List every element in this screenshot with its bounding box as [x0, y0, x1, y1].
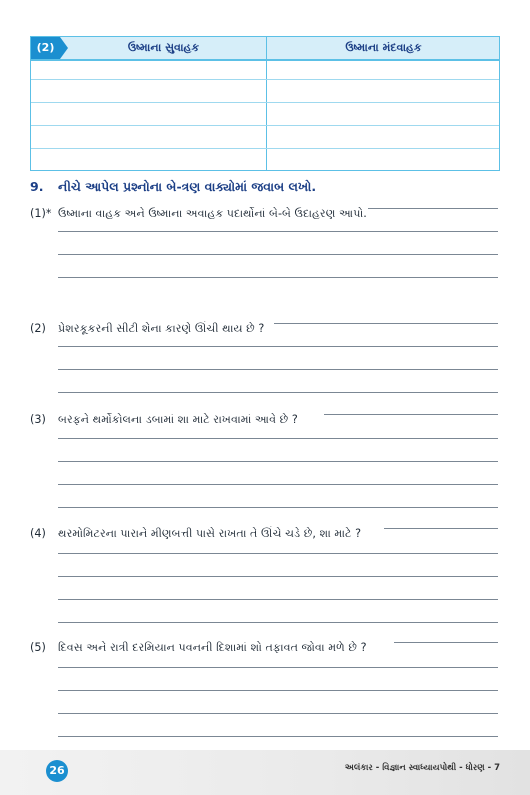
answer-line: [58, 461, 498, 462]
question-text: થરમોમિટરના પારાને મીણબત્તી પાસે રાખતા તે ઊંચે ચડે છે, શા માટે ?: [58, 527, 362, 540]
answer-line: [58, 553, 498, 554]
answer-line: [58, 484, 498, 485]
answer-lead-line: [384, 528, 498, 529]
question-number: (2): [30, 322, 46, 335]
answer-line: [58, 254, 498, 255]
answer-line: [58, 667, 498, 668]
answer-line: [58, 690, 498, 691]
answer-line: [58, 599, 498, 600]
answer-line: [58, 736, 498, 737]
conductors-table: [30, 36, 500, 171]
answer-line: [58, 392, 498, 393]
answer-line: [58, 507, 498, 508]
table-row-line: [31, 79, 499, 80]
answer-line: [58, 346, 498, 347]
header-insulators: ઉષ્માના મંદવાહક: [345, 41, 422, 54]
page-number: 26: [46, 760, 68, 782]
answer-line: [58, 369, 498, 370]
answer-line: [58, 713, 498, 714]
answer-lead-line: [324, 414, 498, 415]
table-header: [31, 37, 499, 61]
header-conductors: ઉષ્માના સુવાહક: [127, 41, 200, 54]
question-2: [30, 322, 264, 336]
question-number: (1)*: [30, 207, 52, 220]
question-4: [30, 527, 361, 541]
section-title: નીચે આપેલ પ્રશ્નોના બે-ત્રણ વાક્યોમાં જવાબ લખો.: [58, 179, 317, 194]
question-number: (3): [30, 413, 46, 426]
question-number: (4): [30, 527, 46, 540]
question-text: બરફને થર્મોકોલના ડબામાં શા માટે રાખવામાં આવે છે ?: [58, 413, 298, 426]
answer-line: [58, 622, 498, 623]
answer-line: [58, 277, 498, 278]
section-heading: [30, 179, 316, 195]
question-number: (5): [30, 641, 46, 654]
question-1: [30, 207, 367, 221]
question-3: [30, 413, 298, 427]
answer-lead-line: [368, 208, 498, 209]
question-text: દિવસ અને રાત્રી દરમિયાન પવનની દિશામાં શો તફાવત જોવા મળે છે ?: [58, 641, 367, 654]
section-number: 9.: [30, 179, 44, 194]
table-row-line: [31, 102, 499, 103]
table-row-line: [31, 125, 499, 126]
answer-line: [58, 576, 498, 577]
column-divider: [266, 37, 267, 170]
answer-lead-line: [274, 323, 498, 324]
table-tag: (2): [31, 37, 60, 59]
answer-line: [58, 231, 498, 232]
question-text: ઉષ્માના વાહક અને ઉષ્માના અવાહક પદાર્થોનાં બે-બે ઉદાહરણ આપો.: [58, 207, 367, 220]
table-row-line: [31, 148, 499, 149]
book-title: અલંકાર - વિજ્ઞાન સ્વાધ્યાયપોથી - ધોરણ - 7: [344, 763, 500, 773]
question-text: પ્રેશરકૂકરની સીટી શેના કારણે ઊંચી થાય છે ?: [58, 322, 265, 335]
question-5: [30, 641, 367, 655]
answer-lead-line: [394, 642, 498, 643]
answer-line: [58, 438, 498, 439]
